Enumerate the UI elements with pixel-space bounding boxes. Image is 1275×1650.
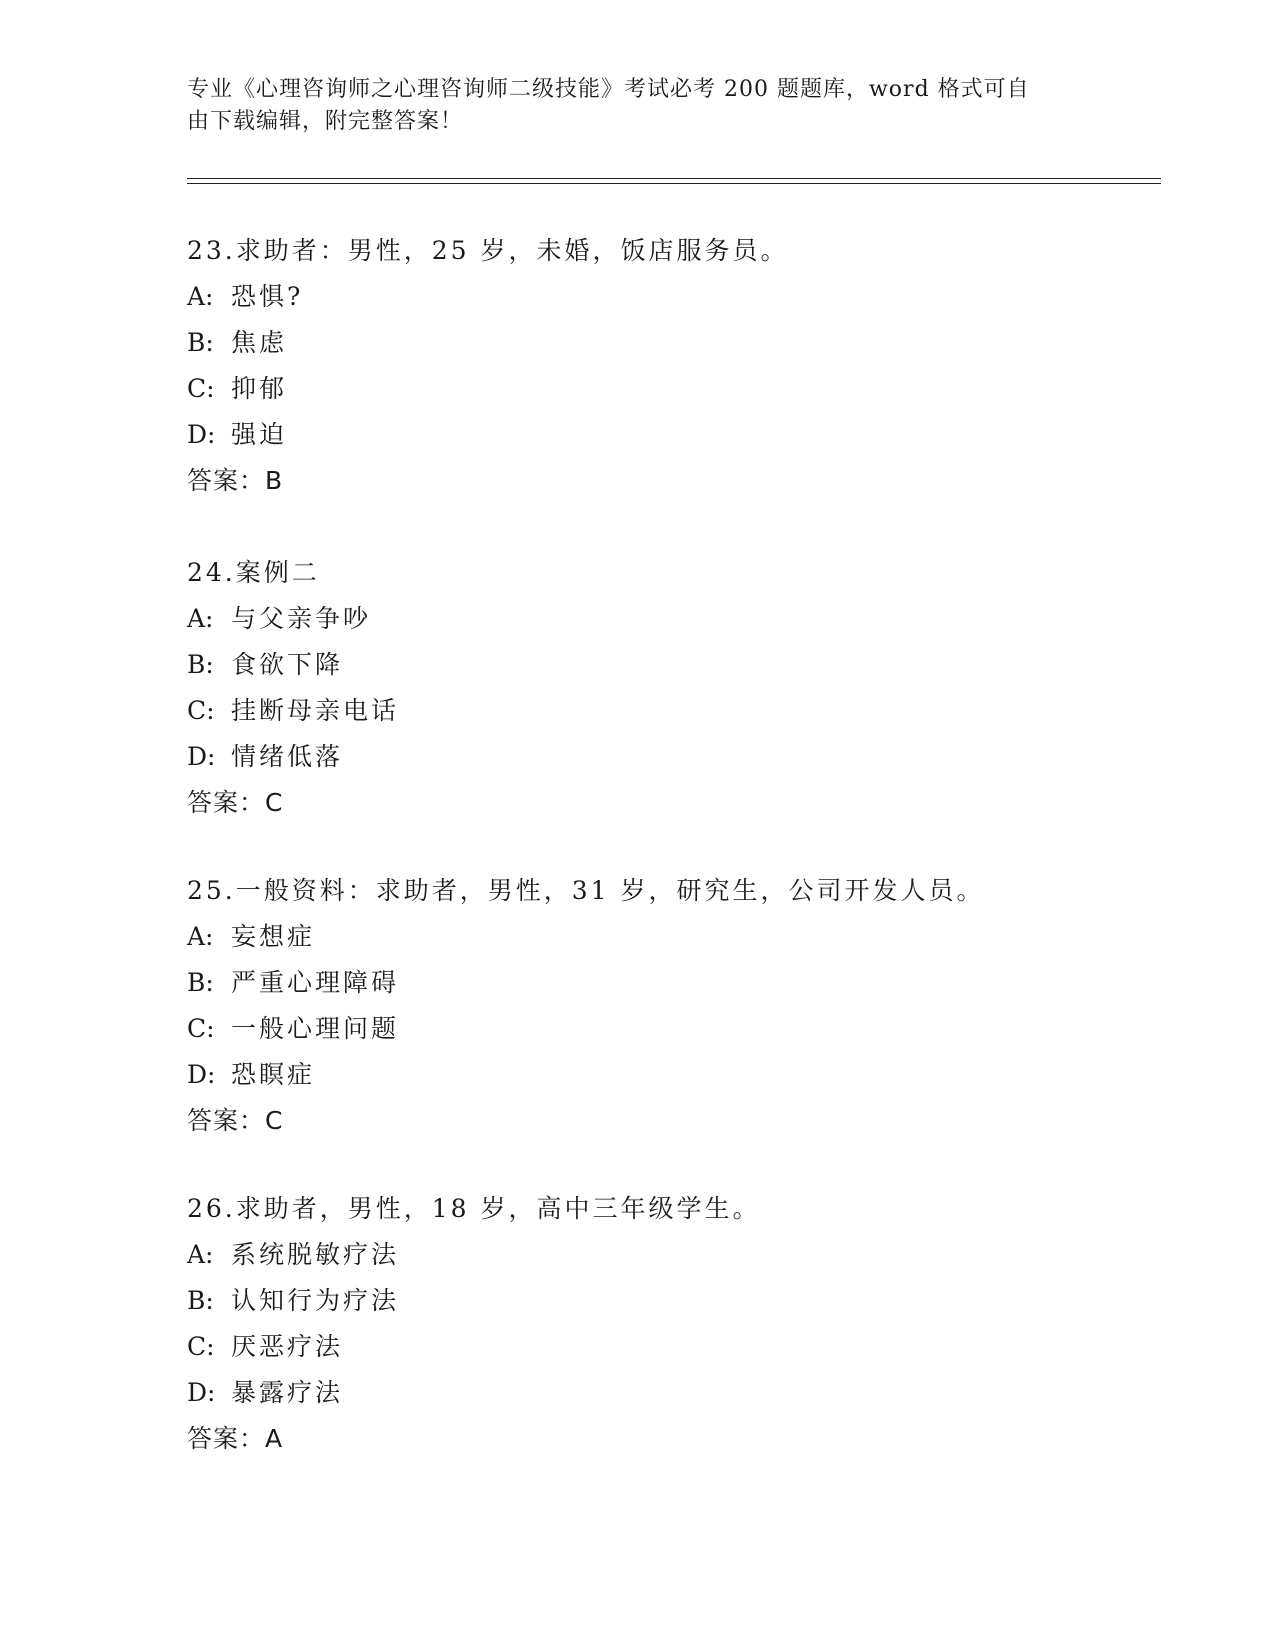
option-text: 强迫 bbox=[231, 420, 288, 449]
question-block bbox=[187, 868, 1147, 1144]
question-block bbox=[187, 550, 1147, 826]
option-text: 食欲下降 bbox=[231, 650, 344, 679]
option-a bbox=[187, 596, 1147, 642]
option-text: 焦虑 bbox=[231, 328, 288, 357]
header-divider-top bbox=[187, 178, 1161, 179]
option-label: D: bbox=[187, 742, 216, 771]
option-d bbox=[187, 1052, 1147, 1098]
option-label: D: bbox=[187, 420, 216, 449]
answer-line: 答案：C bbox=[187, 788, 284, 817]
option-a bbox=[187, 274, 1147, 320]
option-label: C: bbox=[187, 696, 215, 725]
option-label: B: bbox=[187, 1286, 214, 1315]
option-label: A: bbox=[187, 604, 214, 633]
option-c bbox=[187, 366, 1147, 412]
option-b bbox=[187, 320, 1147, 366]
option-text: 一般心理问题 bbox=[231, 1014, 400, 1043]
option-text: 与父亲争吵 bbox=[231, 604, 372, 633]
option-b bbox=[187, 642, 1147, 688]
document-header bbox=[187, 74, 1067, 138]
question-stem: 26.求助者，男性，18 岁，高中三年级学生。 bbox=[187, 1194, 761, 1223]
option-d bbox=[187, 734, 1147, 780]
option-c bbox=[187, 1324, 1147, 1370]
option-label: D: bbox=[187, 1378, 216, 1407]
option-text: 恐惧? bbox=[231, 282, 304, 311]
option-label: A: bbox=[187, 922, 214, 951]
option-text: 厌恶疗法 bbox=[231, 1332, 344, 1361]
option-label: B: bbox=[187, 328, 214, 357]
question-stem: 23.求助者：男性，25 岁，未婚，饭店服务员。 bbox=[187, 236, 789, 265]
question-stem: 24.案例二 bbox=[187, 558, 320, 587]
option-b bbox=[187, 960, 1147, 1006]
option-label: A: bbox=[187, 282, 214, 311]
option-text: 情绪低落 bbox=[231, 742, 344, 771]
header-line-1: 专业《心理咨询师之心理咨询师二级技能》考试必考 200 题题库，word 格式可自 bbox=[187, 77, 1030, 102]
option-text: 暴露疗法 bbox=[231, 1378, 344, 1407]
option-a bbox=[187, 1232, 1147, 1278]
option-label: B: bbox=[187, 650, 214, 679]
option-text: 挂断母亲电话 bbox=[231, 696, 400, 725]
option-d bbox=[187, 1370, 1147, 1416]
option-a bbox=[187, 914, 1147, 960]
option-text: 认知行为疗法 bbox=[231, 1286, 400, 1315]
answer-line: 答案：C bbox=[187, 1106, 284, 1135]
option-b bbox=[187, 1278, 1147, 1324]
option-text: 严重心理障碍 bbox=[231, 968, 400, 997]
option-text: 恐瞑症 bbox=[231, 1060, 316, 1089]
answer-line: 答案：B bbox=[187, 466, 284, 495]
option-label: D: bbox=[187, 1060, 216, 1089]
question-block bbox=[187, 1186, 1147, 1462]
header-line-2: 由下载编辑，附完整答案！ bbox=[187, 109, 464, 134]
option-c bbox=[187, 688, 1147, 734]
option-label: C: bbox=[187, 1332, 215, 1361]
option-d bbox=[187, 412, 1147, 458]
option-text: 抑郁 bbox=[231, 374, 288, 403]
option-c bbox=[187, 1006, 1147, 1052]
question-stem: 25.一般资料：求助者，男性，31 岁，研究生，公司开发人员。 bbox=[187, 876, 985, 905]
option-text: 系统脱敏疗法 bbox=[231, 1240, 400, 1269]
option-label: C: bbox=[187, 1014, 215, 1043]
option-label: C: bbox=[187, 374, 215, 403]
answer-line: 答案：A bbox=[187, 1424, 284, 1453]
question-block bbox=[187, 228, 1147, 504]
option-label: A: bbox=[187, 1240, 214, 1269]
option-label: B: bbox=[187, 968, 214, 997]
option-text: 妄想症 bbox=[231, 922, 316, 951]
header-divider-bottom bbox=[187, 183, 1161, 184]
